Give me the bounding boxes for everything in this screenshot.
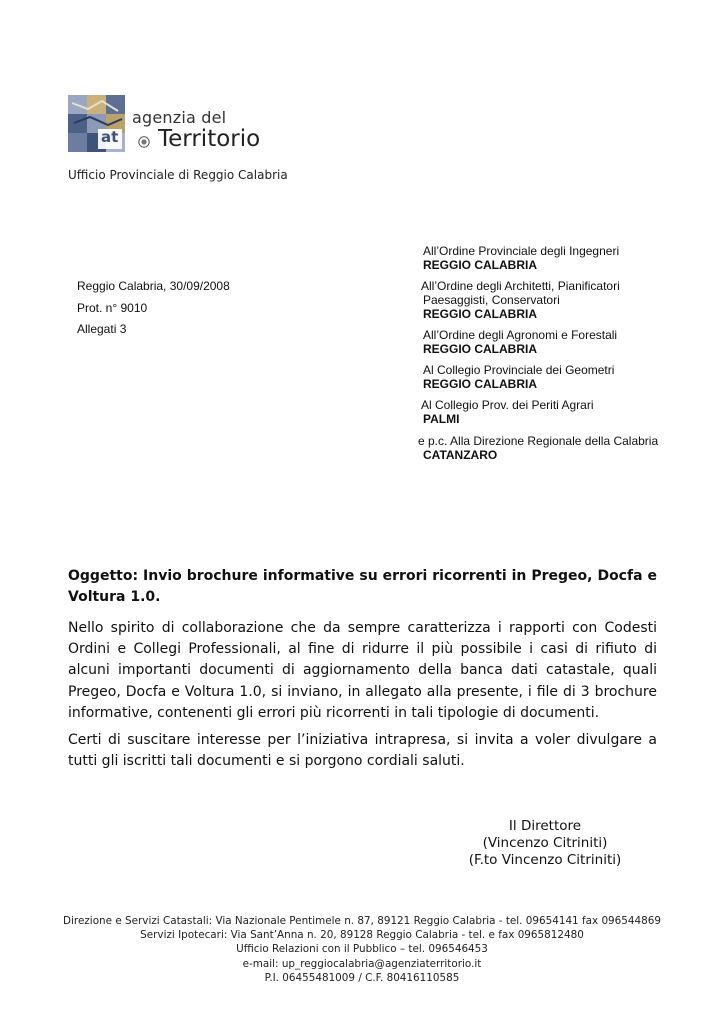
seal-icon — [138, 135, 150, 147]
signature-name: (Vincenzo Citriniti) — [482, 835, 608, 851]
letter-subject: Oggetto: Invio brochure informative su errori ricorrenti in Pregeo, Docfa e Voltura 1.0. — [68, 568, 657, 606]
recipient-line: All’Ordine degli Architetti, Pianificatori — [421, 279, 620, 293]
signature-signed: (F.to Vincenzo Citriniti) — [468, 852, 622, 868]
recipient-line: Al Collegio Prov. dei Periti Agrari — [421, 398, 594, 412]
recipient-line: All’Ordine Provinciale degli Ingegneri — [423, 244, 620, 258]
letter-paragraph-2: Certi di suscitare interesse per l’iniziativa intrapresa, si invita a voler divulgare a tutti gli iscritti tali documenti e si porgono cordiali saluti. — [68, 732, 657, 770]
agency-logo-icon — [68, 95, 125, 152]
letter-date: Reggio Calabria, 30/09/2008 — [77, 279, 230, 293]
recipient-city: REGGIO CALABRIA — [423, 377, 537, 391]
recipient-line: Al Collegio Provinciale dei Geometri — [423, 363, 615, 377]
recipient-periti-agrari — [421, 398, 594, 426]
office-name: Ufficio Provinciale di Reggio Calabria — [68, 168, 288, 182]
signature-block — [420, 818, 670, 869]
recipient-geometri — [423, 363, 614, 391]
recipient-agronomi — [423, 328, 617, 356]
signature-title: Il Direttore — [508, 818, 582, 834]
logo-text-line1: agenzia del — [132, 108, 227, 127]
recipient-line: e p.c. Alla Direzione Regionale della Calabria — [418, 434, 659, 448]
recipient-city: REGGIO CALABRIA — [423, 342, 537, 356]
recipient-city: REGGIO CALABRIA — [423, 258, 537, 272]
footer-email: e-mail: up_reggiocalabria@agenziaterritorio.it — [242, 957, 482, 970]
recipient-direzione-regionale — [418, 434, 658, 462]
footer-line: Direzione e Servizi Catastali: Via Nazionale Pentimele n. 87, 89121 Reggio Calabria - tel. 09654141 fax 096544869 — [63, 915, 661, 927]
attachments-count: Allegati 3 — [77, 322, 127, 336]
recipient-architetti — [421, 279, 620, 321]
recipient-city: REGGIO CALABRIA — [423, 307, 537, 321]
footer — [0, 914, 724, 985]
footer-line: Servizi Ipotecari: Via Sant’Anna n. 20, 89128 Reggio Calabria - tel. e fax 0965812480 — [140, 929, 584, 942]
footer-line: P.I. 06455481009 / C.F. 80416110585 — [264, 971, 460, 984]
footer-line: Ufficio Relazioni con il Pubblico – tel. 096546453 — [236, 943, 488, 956]
recipient-line2: Paesaggisti, Conservatori — [423, 293, 560, 307]
recipient-city: PALMI — [423, 412, 460, 426]
logo-text-line2: Territorio — [158, 126, 261, 152]
protocol-number: Prot. n° 9010 — [77, 301, 148, 315]
recipient-ingegneri — [423, 244, 619, 272]
recipient-city: CATANZARO — [423, 448, 498, 462]
recipient-line: All’Ordine degli Agronomi e Forestali — [423, 328, 618, 342]
letter-paragraph-1: Nello spirito di collaborazione che da sempre caratterizza i rapporti con Codesti Ordini e Collegi Professionali, al fine di ridurre il più possibile i casi di rifiuto di alcuni importanti documenti di aggiornamento della banca dati catastale, quali Pregeo, Docfa e Voltura 1.0, si inviano, in allegato alla presente, i file di 3 brochure informative, contenenti gli errori più ricorrenti in tali tipologie di documenti. — [68, 620, 657, 721]
logo-mark: at — [101, 128, 119, 146]
